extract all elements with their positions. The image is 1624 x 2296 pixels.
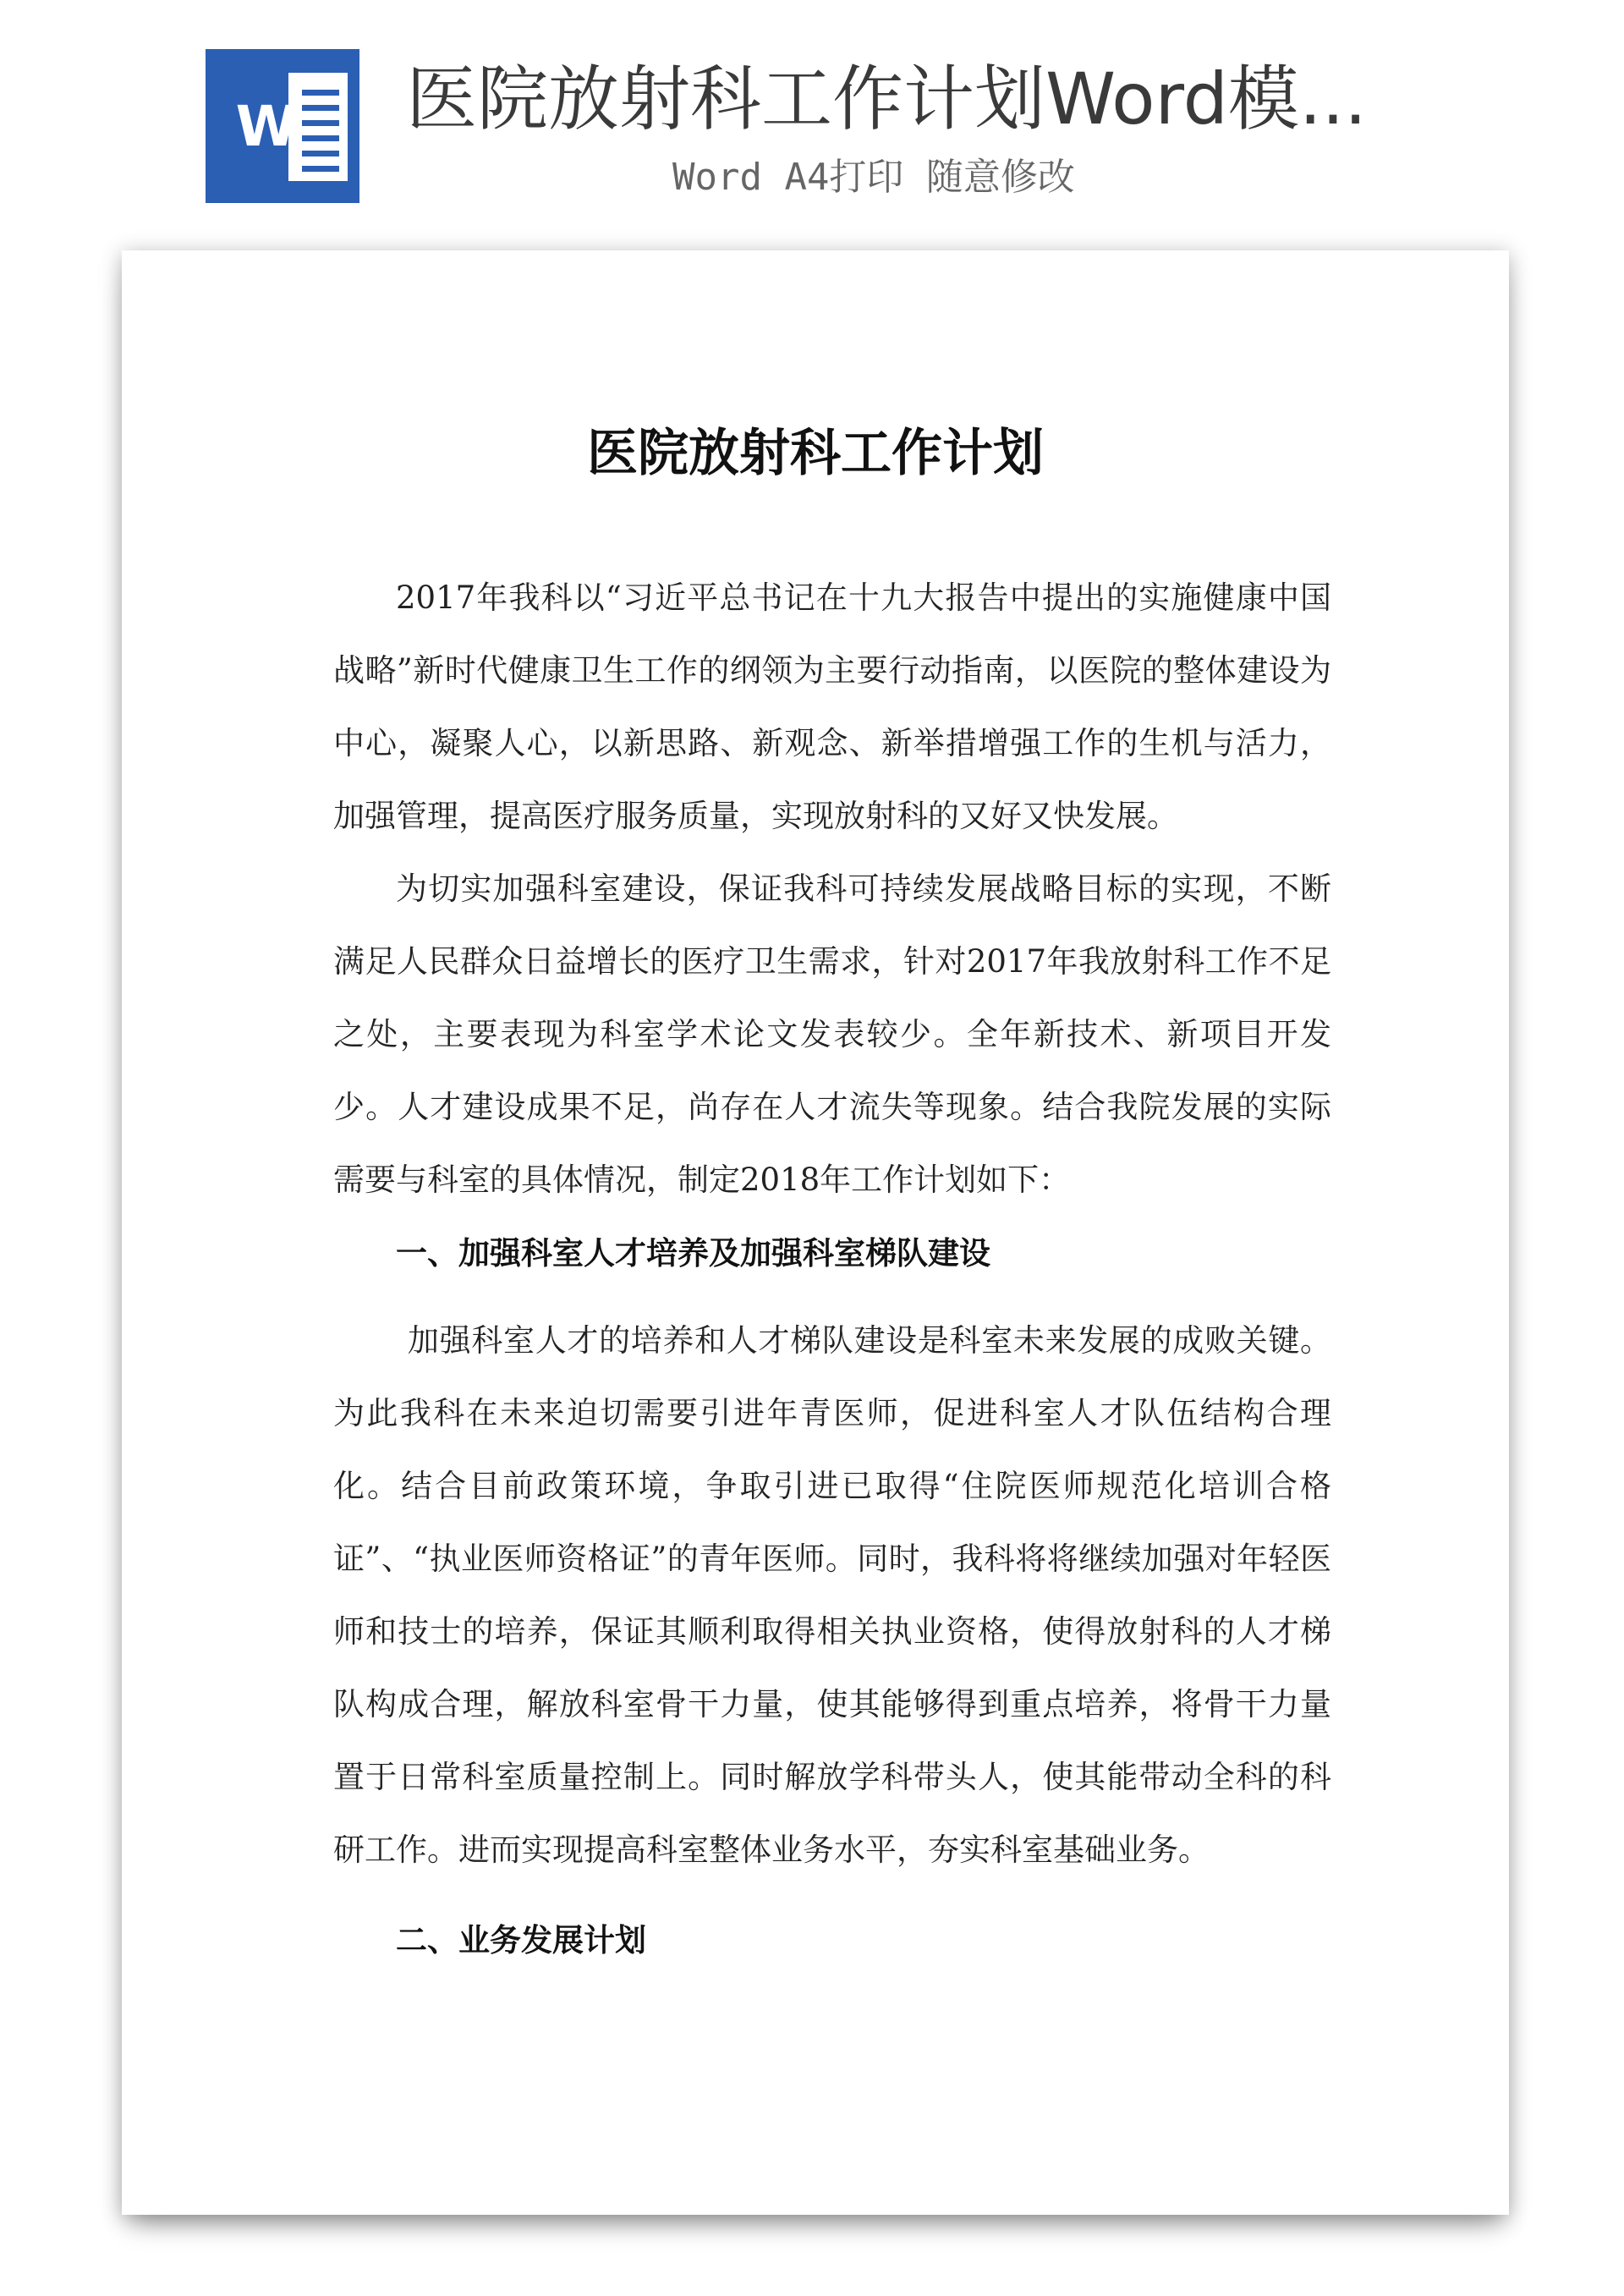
template-title: 医院放射科工作计划Word模... <box>406 58 1368 140</box>
paragraph: 2017年我科以“习近平总书记在十九大报告中提出的实施健康中国战略”新时代健康卫生工作的纲领为主要行动指南，以医院的整体建设为中心，凝聚人心，以新思路、新观念、新举措增强工作的生机与活力，加强管理，提高医疗服务质量，实现放射科的又好又快发展。 <box>333 579 1331 834</box>
document-title: 医院放射科工作计划 <box>587 424 1044 483</box>
section-heading: 二、业务发展计划 <box>396 1921 646 1958</box>
word-logo-letter: W <box>235 94 298 159</box>
document-body <box>333 562 1331 1976</box>
word-logo-icon <box>206 49 359 203</box>
template-subtitle: Word A4打印 随意修改 <box>672 156 1075 199</box>
paragraph: 加强科室人才的培养和人才梯队建设是科室未来发展的成败关键。为此我科在未来迫切需要引进年青医师，促进科室人才队伍结构合理化。结合目前政策环境，争取引进已取得“住院医师规范化培训合格证”、“执业医师资格证”的青年医师。同时，我科将将继续加强对年轻医师和技士的培养，保证其顺利取得相关执业资格，使得放射科的人才梯队构成合理，解放科室骨干力量，使其能够得到重点培养，将骨干力量置于日常科室质量控制上。同时解放学科带头人，使其能带动全科的科研工作。进而实现提高科室整体业务水平，夯实科室基础业务。 <box>333 1322 1331 1868</box>
page-header <box>0 0 1624 220</box>
document-page <box>122 250 1509 2215</box>
paragraph: 为切实加强科室建设，保证我科可持续发展战略目标的实现，不断满足人民群众日益增长的医疗卫生需求，针对2017年我放射科工作不足之处，主要表现为科室学术论文发表较少。全年新技术、新项目开发少。人才建设成果不足，尚存在人才流失等现象。结合我院发展的实际需要与科室的具体情况，制定2018年工作计划如下： <box>333 871 1331 1198</box>
section-heading: 一、加强科室人才培养及加强科室梯队建设 <box>396 1234 990 1272</box>
